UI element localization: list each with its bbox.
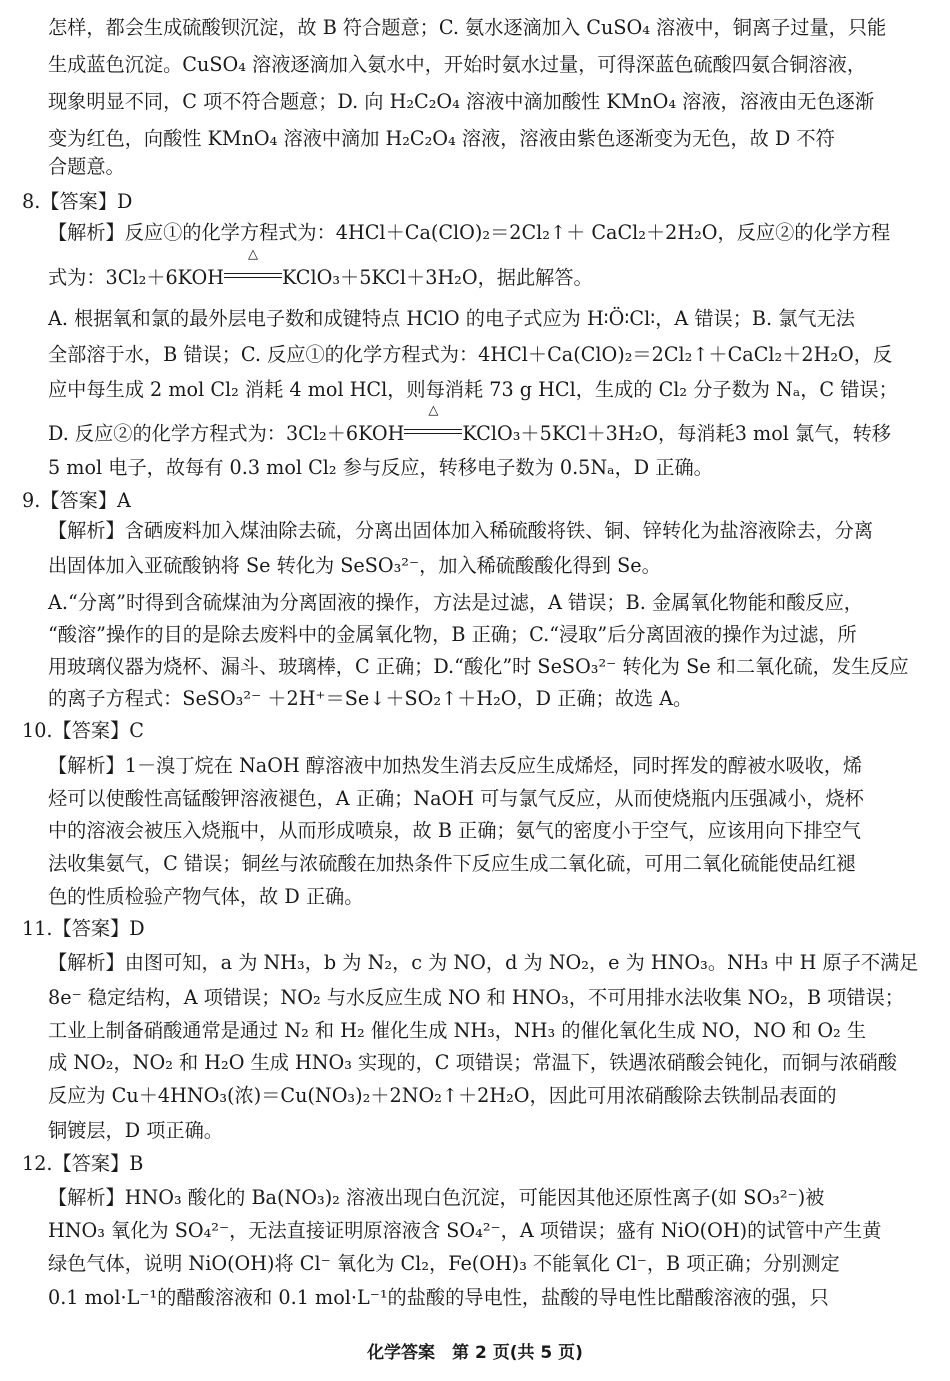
text-line: 【解析】1－溴丁烷在 NaOH 醇溶液中加热发生消去反应生成烯烃，同时挥发的醇被水吸收，烯 bbox=[48, 754, 863, 777]
text-line: 8e⁻ 稳定结构，A 项错误；NO₂ 与水反应生成 NO 和 HNO₃，不可用排水法收集 NO₂，B 项错误； bbox=[48, 986, 904, 1009]
question-8-answer: 8.【答案】D bbox=[22, 190, 133, 213]
text-line: 变为红色，向酸性 KMnO₄ 溶液中滴加 H₂C₂O₄ 溶液，溶液由紫色逐渐变为无色，故 D 不符 bbox=[48, 127, 835, 150]
text-line: 5 mol 电子，故每有 0.3 mol Cl₂ 参与反应，转移电子数为 0.5Nₐ，D 正确。 bbox=[48, 456, 713, 479]
text-line: 现象明显不同，C 项不符合题意；D. 向 H₂C₂O₄ 溶液中滴加酸性 KMnO₄ 溶液，溶液由无色逐渐 bbox=[48, 90, 875, 113]
text-line: 【解析】含硒废料加入煤油除去硫，分离出固体加入稀硫酸将铁、铜、锌转化为盐溶液除去，分离 bbox=[48, 519, 874, 542]
text-line: 的离子方程式：SeSO₃²⁻ ＋2H⁺＝Se↓＋SO₂↑＋H₂O，D 正确；故选 A。 bbox=[48, 687, 693, 710]
heating-condition bbox=[404, 403, 462, 440]
text-line: 反应为 Cu＋4HNO₃(浓)＝Cu(NO₃)₂＋2NO₂↑＋2H₂O，因此可用浓硝酸除去铁制品表面的 bbox=[48, 1084, 837, 1107]
question-9-answer: 9.【答案】A bbox=[22, 489, 131, 512]
heating-condition bbox=[224, 247, 282, 284]
question-11-answer: 11.【答案】D bbox=[22, 917, 145, 940]
text-line: 【解析】由图可知，a 为 NH₃，b 为 N₂，c 为 NO，d 为 NO₂，e 为 HNO₃。NH₃ 中 H 原子不满足 bbox=[48, 951, 919, 974]
text-line: 成 NO₂，NO₂ 和 H₂O 生成 HNO₃ 实现的，C 项错误；常温下，铁遇浓硝酸会钝化，而铜与浓硝酸 bbox=[48, 1051, 897, 1074]
text-line: 烃可以使酸性高锰酸钾溶液褪色，A 正确；NaOH 可与氯气反应，从而使烧瓶内压强减小，烧杯 bbox=[48, 787, 864, 810]
equation-line bbox=[48, 403, 932, 447]
text-line: 【解析】反应①的化学方程式为：4HCl＋Ca(ClO)₂＝2Cl₂↑＋ CaCl₂＋2H₂O，反应②的化学方程 bbox=[48, 221, 891, 244]
text-line: 用玻璃仪器为烧杯、漏斗、玻璃棒，C 正确；D.“酸化”时 SeSO₃²⁻ 转化为 Se 和二氧化硫，发生反应 bbox=[48, 655, 909, 678]
text-line: 【解析】HNO₃ 酸化的 Ba(NO₃)₂ 溶液出现白色沉淀，可能因其他还原性离子(如 SO₃²⁻)被 bbox=[48, 1186, 825, 1209]
text-line: 出固体加入亚硫酸钠将 Se 转化为 SeSO₃²⁻，加入稀硫酸酸化得到 Se。 bbox=[48, 554, 661, 577]
text-line: 0.1 mol·L⁻¹的醋酸溶液和 0.1 mol·L⁻¹的盐酸的导电性，盐酸的导电性比醋酸溶液的强，只 bbox=[48, 1286, 829, 1309]
text-line: A.“分离”时得到含硫煤油为分离固液的操作，方法是过滤，A 错误；B. 金属氧化物能和酸反应， bbox=[48, 591, 863, 614]
text-line: A. 根据氧和氯的最外层电子数和成键特点 HClO 的电子式应为 H∶Ö∶Cl∶，A 错误；B. 氯气无法 bbox=[48, 307, 855, 330]
text-line: 全部溶于水，B 错误；C. 反应①的化学方程式为：4HCl＋Ca(ClO)₂＝2Cl₂↑＋CaCl₂＋2H₂O，反 bbox=[48, 343, 893, 366]
text-line: 绿色气体，说明 NiO(OH)将 Cl⁻ 氧化为 Cl₂，Fe(OH)₃ 不能氧化 Cl⁻，B 项正确；分别测定 bbox=[48, 1252, 840, 1275]
text-line: 法收集氨气，C 错误；铜丝与浓硫酸在加热条件下反应生成二氧化硫，可用二氧化硫能使品红褪 bbox=[48, 852, 856, 875]
text-line: 合题意。 bbox=[48, 155, 125, 178]
text-line: 工业上制备硝酸通常是通过 N₂ 和 H₂ 催化生成 NH₃，NH₃ 的催化氧化生成 NO，NO 和 O₂ 生 bbox=[48, 1019, 867, 1042]
text-line: 铜镀层，D 项正确。 bbox=[48, 1119, 223, 1142]
equals-bar bbox=[404, 429, 462, 434]
text-line: 怎样，都会生成硫酸钡沉淀，故 B 符合题意；C. 氨水逐滴加入 CuSO₄ 溶液中，铜离子过量，只能 bbox=[48, 16, 887, 39]
heat-symbol: △ bbox=[428, 403, 439, 418]
text-line: 生成蓝色沉淀。CuSO₄ 溶液逐滴加入氨水中，开始时氨水过量，可得深蓝色硫酸四氨合铜溶液， bbox=[48, 53, 867, 76]
equation-left: D. 反应②的化学方程式为：3Cl₂＋6KOH bbox=[48, 422, 405, 445]
equation-right: KClO₃＋5KCl＋3H₂O，每消耗3 mol 氯气，转移 bbox=[462, 422, 891, 445]
question-12-answer: 12.【答案】B bbox=[22, 1152, 144, 1175]
text-line: HNO₃ 氧化为 SO₄²⁻，无法直接证明原溶液含 SO₄²⁻，A 项错误；盛有 NiO(OH)的试管中产生黄 bbox=[48, 1219, 882, 1242]
text-line: 应中每生成 2 mol Cl₂ 消耗 4 mol HCl，则每消耗 73 g HCl，生成的 Cl₂ 分子数为 Nₐ，C 错误； bbox=[48, 378, 898, 401]
equation-right: KClO₃＋5KCl＋3H₂O，据此解答。 bbox=[281, 266, 593, 289]
heat-symbol: △ bbox=[247, 247, 258, 262]
equation-line bbox=[48, 247, 932, 291]
question-10-answer: 10.【答案】C bbox=[22, 719, 144, 742]
text-line: “酸溶”操作的目的是除去废料中的金属氧化物，B 正确；C.“浸取”后分离固液的操作为过滤，所 bbox=[48, 623, 857, 646]
equation-left: 式为：3Cl₂＋6KOH bbox=[48, 266, 224, 289]
text-line: 色的性质检验产物气体，故 D 正确。 bbox=[48, 885, 364, 908]
page-footer: 化学答案 第 2 页(共 5 页) bbox=[367, 1343, 583, 1363]
text-line: 中的溶液会被压入烧瓶中，从而形成喷泉，故 B 正确；氨气的密度小于空气，应该用向下排空气 bbox=[48, 819, 861, 842]
equals-bar bbox=[224, 273, 282, 278]
